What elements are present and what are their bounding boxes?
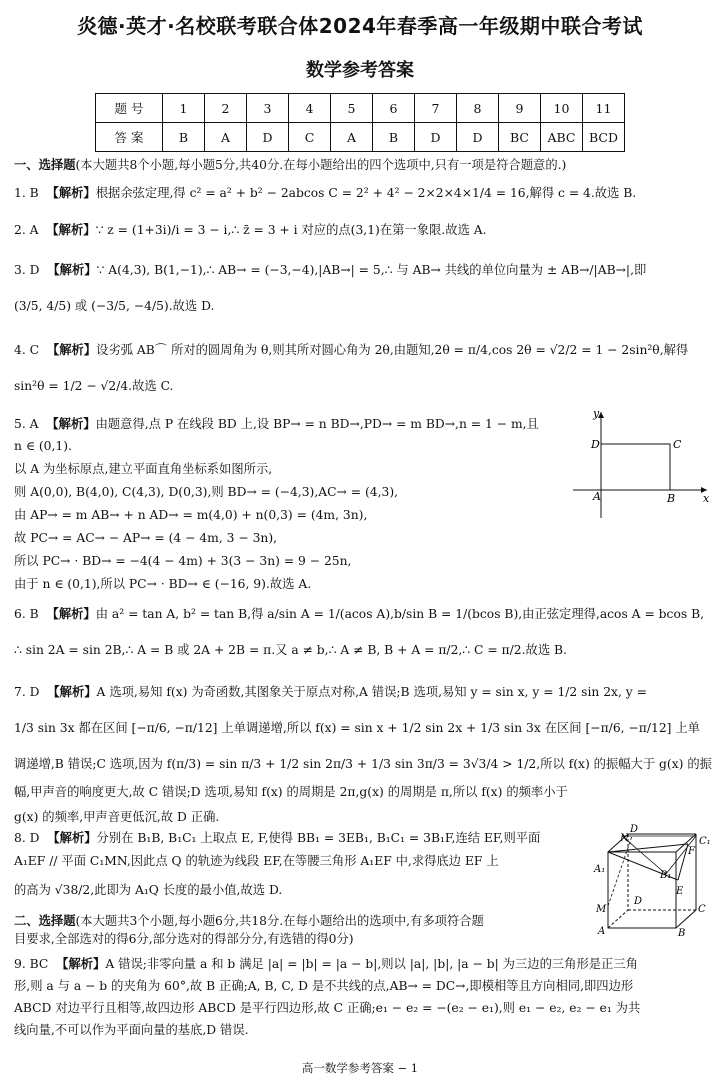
solution-text: 则 A(0,0), B(4,0), C(4,3), D(0,3),则 BD→ = (−4,3),AC→ = (4,3), bbox=[14, 485, 399, 499]
analysis-tag: 【解析】 bbox=[47, 263, 97, 277]
page-subtitle: 数学参考答案 bbox=[306, 60, 414, 81]
solution-text: 1/3 sin 3x 都在区间 [−π/6, −π/12] 上单调递增,所以 f(x) = sin x + 1/2 sin 2x + 1/3 sin 3x 在区间 [−π/6, −π/12] 上单 bbox=[14, 721, 700, 735]
answer-table bbox=[95, 93, 625, 152]
point-label-f: F bbox=[688, 846, 695, 857]
point-label-e: E bbox=[676, 886, 684, 897]
table-row-answers bbox=[96, 123, 625, 152]
analysis-tag: 【解析】 bbox=[46, 417, 96, 431]
question-number: 7. D bbox=[14, 685, 40, 699]
solution-text: 的高为 √38/2,此即为 A₁Q 长度的最小值,故选 D. bbox=[14, 883, 283, 897]
solution-text: 由 AP→ = m AB→ + n AD→ = m(4,0) + n(0,3) = (4m, 3n), bbox=[14, 508, 368, 522]
solution-text: 故 PC→ = AC→ − AP→ = (4 − 4m, 3 − 3n), bbox=[14, 531, 278, 545]
table-cell-answer: B bbox=[163, 123, 205, 152]
solution-text: 由于 n ∈ (0,1),所以 PC→ · BD→ ∈ (−16, 9).故选 A. bbox=[14, 577, 312, 591]
solution-text: 线向量,不可以作为平面向量的基底,D 错误. bbox=[14, 1023, 249, 1037]
solution-text: ∵ A(4,3), B(1,−1),∴ AB→ = (−3,−4),|AB→| = 5,∴ 与 AB→ 共线的单位向量为 ± AB→/|AB→|,即 bbox=[96, 263, 647, 277]
solution-text: 由题意得,点 P 在线段 BD 上,设 BP→ = n BD→,PD→ = m BD→,n = 1 − m,且 bbox=[95, 417, 539, 431]
question-number: 1. B bbox=[14, 186, 39, 200]
question-number: 4. C bbox=[14, 343, 40, 357]
point-label-b: B bbox=[667, 492, 676, 505]
table-cell-number: 9 bbox=[499, 94, 541, 123]
analysis-tag: 【解析】 bbox=[46, 343, 97, 357]
table-cell-number: 5 bbox=[331, 94, 373, 123]
point-label-a: A bbox=[593, 490, 601, 503]
solution-q1 bbox=[14, 183, 712, 203]
question-number: 2. A bbox=[14, 223, 39, 237]
solution-text: A 错误;非零向量 a 和 b 满足 |a| = |b| = |a − b|,则以 |a|, |b|, |a − b| 为三边的三角形是正三角 bbox=[105, 957, 638, 971]
table-cell-answer: D bbox=[415, 123, 457, 152]
vertex-label-b: B bbox=[678, 928, 686, 939]
table-cell-answer: A bbox=[331, 123, 373, 152]
solution-q3 bbox=[14, 260, 712, 316]
solution-q2 bbox=[14, 220, 712, 240]
table-cell-number: 2 bbox=[205, 94, 247, 123]
question-number: 8. D bbox=[14, 831, 40, 845]
section-heading: 二、选择题 bbox=[14, 914, 76, 928]
table-cell-answer: A bbox=[205, 123, 247, 152]
section-line bbox=[608, 844, 688, 852]
table-cell-number: 6 bbox=[373, 94, 415, 123]
solution-text: g(x) 的频率,甲声音更低沉,故 D 正确. bbox=[14, 810, 220, 824]
solution-text: 调递增,B 错误;C 选项,因为 f(π/3) = sin π/3 + 1/2 sin 2π/3 + 1/3 sin 3π/3 = 3√3/4 > 1/2,所以 f(x) 的振幅大于 g(x) 的振 bbox=[14, 757, 712, 771]
solution-q5 bbox=[14, 414, 554, 594]
table-header-number-label: 题 号 bbox=[96, 94, 163, 123]
table-row-numbers bbox=[96, 94, 625, 123]
solution-text: 设劣弧 AB⌒ 所对的圆周角为 θ,则其所对圆心角为 2θ,由题知,2θ = π/4,cos 2θ = √2/2 = 1 − 2sin²θ,解得 bbox=[96, 343, 689, 357]
question-number: 6. B bbox=[14, 607, 39, 621]
solution-text: ABCD 对边平行且相等,故四边形 ABCD 是平行四边形,故 C 正确;e₁ − e₂ = −(e₂ − e₁),则 e₁ − e₂, e₂ − e₁ 为共 bbox=[14, 1001, 641, 1015]
section-note: 目要求,全部选对的得6分,部分选对的得部分分,有选错的得0分) bbox=[14, 932, 354, 946]
table-cell-number: 10 bbox=[541, 94, 583, 123]
vertex-label-d-lower: D bbox=[634, 896, 643, 907]
solution-text: (3/5, 4/5) 或 (−3/5, −4/5).故选 D. bbox=[14, 299, 215, 313]
analysis-tag: 【解析】 bbox=[46, 607, 96, 621]
solution-text: 由 a² = tan A, b² = tan B,得 a/sin A = 1/(acos A),b/sin B = 1/(bcos B),由正弦定理得,acos A = bcos B, bbox=[95, 607, 705, 621]
section-heading: 一、选择题 bbox=[14, 158, 76, 172]
solution-text: A₁EF // 平面 C₁MN,因此点 Q 的轨迹为线段 EF,在等腰三角形 A₁EF 中,求得底边 EF 上 bbox=[14, 854, 499, 868]
vertex-label-d: D bbox=[630, 824, 639, 835]
table-cell-answer: BC bbox=[499, 123, 541, 152]
table-cell-answer: C bbox=[289, 123, 331, 152]
solution-text: 以 A 为坐标原点,建立平面直角坐标系如图所示, bbox=[14, 462, 273, 476]
question-number: 9. BC bbox=[14, 957, 49, 971]
solution-text: 分别在 B₁B, B₁C₁ 上取点 E, F,使得 BB₁ = 3EB₁, B₁C₁ = 3B₁F,连结 EF,则平面 bbox=[96, 831, 541, 845]
table-cell-number: 7 bbox=[415, 94, 457, 123]
page-footer: 高一数学参考答案 − 1 bbox=[301, 1061, 419, 1075]
solution-q9 bbox=[14, 954, 712, 1040]
solution-text: ∴ sin 2A = sin 2B,∴ A = B 或 2A + 2B = π.又 a ≠ b,∴ A ≠ B, B + A = π/2,∴ C = π/2.故选 B. bbox=[14, 643, 567, 657]
analysis-tag: 【解析】 bbox=[47, 831, 97, 845]
vertex-label-a: A bbox=[598, 926, 606, 937]
solution-text: 所以 PC→ · BD→ = −4(4 − 4m) + 3(3 − 3n) = 9 − 25n, bbox=[14, 554, 352, 568]
question-number: 3. D bbox=[14, 263, 40, 277]
solution-text: ∵ z = (1+3i)/i = 3 − i,∴ z̄ = 3 + i 对应的点(3,1)在第一象限.故选 A. bbox=[95, 223, 487, 237]
section-note: (本大题共8个小题,每小题5分,共40分.在每小题给出的四个选项中,只有一项是符合题意的.) bbox=[75, 158, 567, 172]
solution-text: 幅,甲声音的响度更大,故 C 错误;D 选项,易知 f(x) 的周期是 2π,g(x) 的周期是 π,所以 f(x) 的频率小于 bbox=[14, 785, 568, 799]
point-label-c: C bbox=[673, 438, 682, 451]
analysis-tag: 【解析】 bbox=[46, 223, 96, 237]
table-header-answer-label: 答 案 bbox=[96, 123, 163, 152]
cube-front-face bbox=[608, 852, 676, 928]
table-cell-answer: D bbox=[247, 123, 289, 152]
point-label-d: D bbox=[591, 438, 600, 451]
analysis-tag: 【解析】 bbox=[56, 957, 106, 971]
table-cell-number: 1 bbox=[163, 94, 205, 123]
table-cell-answer: ABC bbox=[541, 123, 583, 152]
x-axis-label: x bbox=[703, 492, 710, 505]
exam-title: 炎德·英才·名校联考联合体2024年春季高一年级期中联合考试 bbox=[77, 14, 643, 38]
solution-text: n ∈ (0,1). bbox=[14, 439, 72, 453]
solution-q7 bbox=[14, 682, 712, 827]
cube-edge bbox=[676, 910, 696, 928]
table-cell-answer: D bbox=[457, 123, 499, 152]
solution-text: 形,则 a 与 a − b 的夹角为 60°,故 B 正确;A, B, C, D 是不共线的点,AB→ = DC→,即模相等且方向相同,即四边形 bbox=[14, 979, 634, 993]
vertex-label-c1: C₁ bbox=[699, 836, 711, 847]
coordinate-figure bbox=[565, 404, 715, 524]
section1-header bbox=[14, 156, 710, 174]
analysis-tag: 【解析】 bbox=[47, 685, 97, 699]
y-axis-label: y bbox=[593, 407, 600, 420]
solution-text: A 选项,易知 f(x) 为奇函数,其图象关于原点对称,A 错误;B 选项,易知 y = sin x, y = 1/2 sin 2x, y = bbox=[96, 685, 647, 699]
table-cell-number: 4 bbox=[289, 94, 331, 123]
table-cell-number: 3 bbox=[247, 94, 289, 123]
solution-text: sin²θ = 1/2 − √2/4.故选 C. bbox=[14, 379, 174, 393]
vertex-label-b1: B₁ bbox=[660, 870, 672, 881]
solution-q4 bbox=[14, 340, 712, 396]
solution-text: 根据余弦定理,得 c² = a² + b² − 2abcos C = 2² + 4² − 2×2×4×1/4 = 16,解得 c = 4.故选 B. bbox=[95, 186, 637, 200]
question-number: 5. A bbox=[14, 417, 39, 431]
analysis-tag: 【解析】 bbox=[46, 186, 96, 200]
rectangle-abcd bbox=[601, 444, 670, 490]
table-cell-answer: B bbox=[373, 123, 415, 152]
table-cell-answer: BCD bbox=[583, 123, 625, 152]
table-cell-number: 8 bbox=[457, 94, 499, 123]
vertex-label-c: C bbox=[698, 904, 706, 915]
vertex-label-n: N bbox=[620, 833, 629, 844]
section-note: (本大题共3个小题,每小题6分,共18分.在每小题给出的选项中,有多项符合题 bbox=[75, 914, 484, 928]
table-cell-number: 11 bbox=[583, 94, 625, 123]
solution-q6 bbox=[14, 604, 712, 660]
point-label-m: M bbox=[596, 904, 607, 915]
vertex-label-a1: A₁ bbox=[594, 864, 606, 875]
section2-header bbox=[14, 912, 614, 948]
solution-q8 bbox=[14, 828, 604, 900]
